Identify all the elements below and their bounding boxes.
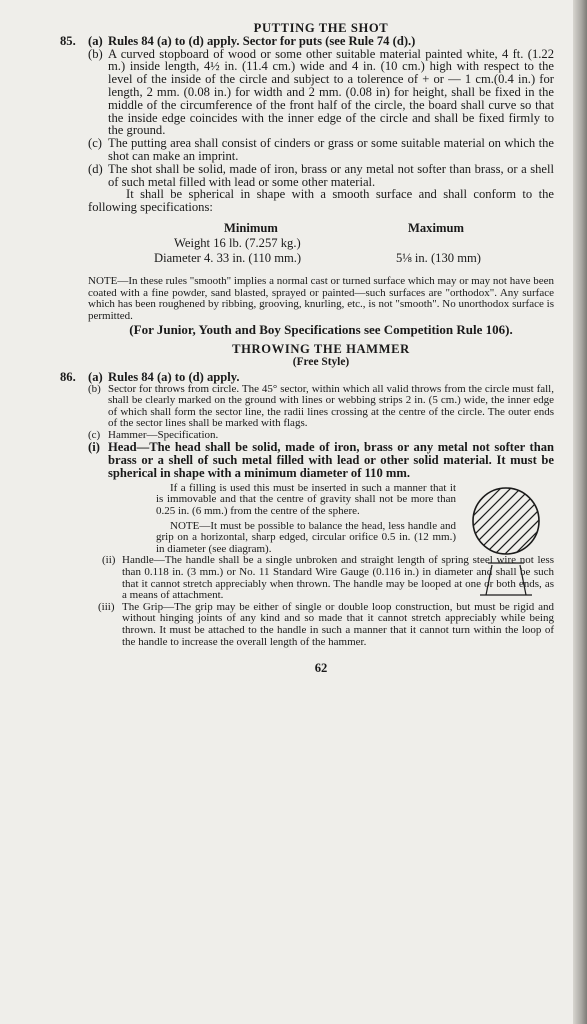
rule-86-c-label: (c) xyxy=(88,428,101,441)
rule-85-d-label: (d) xyxy=(88,161,103,176)
rule-85-d-text: The shot shall be solid, made of iron, brass or any metal not softer than brass, or a shell of such metal filled with lead or some other material. xyxy=(108,161,554,189)
spec-weight: Weight 16 lb. (7.257 kg.) xyxy=(174,235,301,250)
rule-86-iii xyxy=(88,602,554,648)
rule-86-a-text: Rules 84 (a) to (d) apply. xyxy=(108,369,240,384)
spec-max-header: Maximum xyxy=(408,220,464,235)
rule-85-a-text: Rules 84 (a) to (d) apply. Sector for puts (see Rule 74 (d).) xyxy=(108,33,416,48)
rule-86-b xyxy=(88,384,554,430)
shot-specifications xyxy=(88,222,554,272)
rule-86-ii xyxy=(88,555,554,601)
section-title-shot: PUTTING THE SHOT xyxy=(253,21,389,35)
spec-min-header: Minimum xyxy=(224,220,278,235)
rule-85-b-text: A curved stopboard of wood or some other suitable material painted white, 4 ft. (1.22 m.) inside length, 4½ in. (11.4 cm.) wide and 4 in. (10 cm.) high with respect to the level of the inside of the circle and subject to a tolerence of + or — 1 cm.(0.4 in.) for length, 2 mm. (0.08 in.) for width and 2 mm. (0.08 in) for height, shall be fixed in the middle of the circumference of the front half of the circle, the board shall curve so that the inside edge coincides with the inner edge of the circle and shall be fixed firmly to the ground. xyxy=(108,46,554,138)
rule-86-ii-text: Handle—The handle shall be a single unbroken and straight length of spring steel wire not less than 0.118 in. (3 mm.) or No. 11 Standard Wire Gauge (0.116 in.) in diameter and shall be such that it cannot stretch appreciably when thrown. The handle may be looped at one or both ends, as a means of attachment. xyxy=(122,554,554,602)
rule-85-d xyxy=(88,163,554,189)
rule-85-c-label: (c) xyxy=(88,136,102,151)
rule-86-i xyxy=(88,441,554,479)
rule-86-b-text: Sector for throws from circle. The 45° sector, within which all valid throws from the circle must fall, shall be clearly marked on the ground with lines or webbing strips 2 in. (5 cm.) wide, the inner edge of which shall form the sector line, the radii lines crossing at the centre of the circle. The outer ends of the sector lines shall be marked with flags. xyxy=(108,382,554,430)
rule-86-iii-label: (iii) xyxy=(98,600,115,613)
spherical-text: It shall be spherical in shape with a smooth surface and shall conform to the following specifications: xyxy=(88,187,554,215)
filling-text: If a filling is used this must be inserted in such a manner that it is immovable and that the centre of gravity shall not be more than 0.25 in. (6 mm.) from the centre of the sphere. xyxy=(156,481,456,518)
head-filling-block xyxy=(88,483,554,556)
rule-85-c-text: The putting area shall consist of cinders or grass or some suitable material on which the shot can make an imprint. xyxy=(108,136,554,163)
rule-86-a-label: (a) xyxy=(88,369,103,384)
junior-reference: (For Junior, Youth and Boy Specifications see Competition Rule 106). xyxy=(129,322,513,338)
rule-85-b-label: (b) xyxy=(88,46,103,61)
rule-85-c xyxy=(88,137,554,163)
rule-86-number: 86. xyxy=(60,369,76,384)
rule-86-b-label: (b) xyxy=(88,382,101,395)
book-page xyxy=(60,21,554,676)
rule-86-i-text: Head—The head shall be solid, made of iron, brass or any metal not softer than brass or a shell of such metal filled with lead or other solid material. It must be spherical in shape with a minimum diameter of 110 mm. xyxy=(108,440,554,481)
smooth-note: NOTE—In these rules "smooth" implies a normal cast or turned surface which may or may not have been coated with a fine powder, sand blasted, sprayed or painted—such surfaces are "orthodox". Any surface which has been roughened by ribbing, grooving, knurling, etc., is not "smooth". No unorthodox surface is permitted. xyxy=(88,274,554,322)
section-subtitle-hammer: (Free Style) xyxy=(292,355,350,368)
rule-85-number: 85. xyxy=(60,33,76,48)
rule-86-ii-label: (ii) xyxy=(102,554,116,567)
rule-86-i-label: (i) xyxy=(88,440,100,455)
balance-note: NOTE—It must be possible to balance the head, less handle and grip on a horizontal, sharp edged, circular orifice 0.5 in. (12 mm.) in diameter (see diagram). xyxy=(156,519,456,555)
rule-86 xyxy=(60,369,554,648)
rule-85-b xyxy=(88,48,554,138)
rule-86-c-text: Hammer—Specification. xyxy=(108,428,219,441)
rule-85 xyxy=(60,33,554,338)
page-number: 62 xyxy=(314,661,328,676)
section-title-hammer: THROWING THE HAMMER xyxy=(232,342,410,357)
spec-max-diameter: 5⅛ in. (130 mm) xyxy=(396,250,482,265)
page-edge-shadow xyxy=(573,0,587,1024)
rule-86-iii-text: The Grip—The grip may be either of single or double loop construction, but must be rigid and without hinging joints of any kind and so made that it cannot stretch appreciably while being thrown. It must be attached to the handle in such a manner that it cannot turn within the loop of the handle to increase the overall length of the hammer. xyxy=(122,600,554,648)
rule-85-a-label: (a) xyxy=(88,33,103,48)
spec-diameter: Diameter 4. 33 in. (110 mm.) xyxy=(154,250,302,265)
